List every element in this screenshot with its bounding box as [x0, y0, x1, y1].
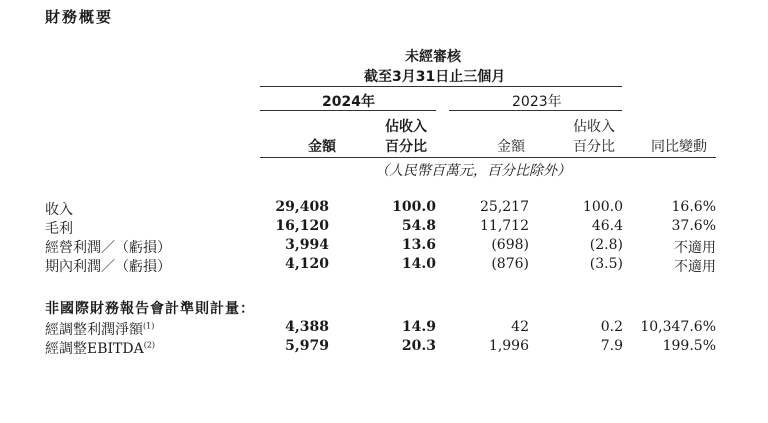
- cell-pct-2023: 7.9: [600, 338, 623, 354]
- cell-amount-2023: (698): [491, 237, 529, 253]
- header-rule-bottom: [260, 157, 716, 158]
- header-amount-2023: 金額: [497, 139, 525, 155]
- cell-yoy: 10,347.6%: [640, 319, 716, 335]
- cell-pct-2024: 14.0: [401, 256, 436, 272]
- header-amount-2024: 金額: [308, 139, 336, 155]
- cell-amount-2023: 1,996: [488, 338, 529, 354]
- header-pct-2023-line1: 佔收入: [573, 119, 615, 135]
- cell-amount-2024: 16,120: [275, 218, 329, 234]
- footnote-marker: (2): [143, 340, 156, 350]
- row-label: 期內利潤／（虧損）: [45, 259, 171, 275]
- cell-pct-2023: 46.4: [591, 218, 623, 234]
- header-pct-2024-line1: 佔收入: [385, 119, 427, 135]
- row-label-text: 經調整利潤淨額: [45, 322, 143, 338]
- header-unit-note: （人民幣百萬元，百分比除外）: [375, 163, 571, 179]
- row-label: 收入: [45, 202, 73, 218]
- header-pct-2023-line2: 百分比: [573, 139, 615, 155]
- row-label-text: 經調整EBITDA: [45, 341, 144, 357]
- cell-pct-2023: 0.2: [600, 319, 623, 335]
- row-label: 經營利潤／（虧損）: [45, 240, 171, 256]
- cell-amount-2024: 29,408: [275, 199, 329, 215]
- cell-amount-2024: 4,120: [285, 256, 329, 272]
- cell-pct-2024: 100.0: [392, 199, 436, 215]
- footnote-marker: (1): [143, 321, 155, 331]
- header-rule-2023: [449, 110, 622, 111]
- page-title: 財務概要: [45, 8, 114, 26]
- cell-amount-2024: 5,979: [285, 338, 329, 354]
- cell-amount-2023: 42: [511, 319, 529, 335]
- cell-amount-2023: (876): [491, 256, 529, 272]
- header-rule-2024: [260, 110, 436, 111]
- cell-yoy: 37.6%: [671, 218, 716, 234]
- cell-pct-2024: 14.9: [401, 319, 436, 335]
- cell-pct-2024: 54.8: [401, 218, 436, 234]
- header-rule-top: [260, 86, 622, 87]
- cell-amount-2023: 11,712: [480, 218, 529, 234]
- cell-yoy: 不適用: [674, 240, 716, 256]
- section-heading-non-ifrs: 非國際財務報告會計準則計量：: [45, 301, 255, 317]
- cell-pct-2024: 20.3: [401, 338, 436, 354]
- row-label: [45, 319, 154, 339]
- cell-pct-2023: 100.0: [582, 199, 623, 215]
- row-label: [45, 338, 155, 358]
- header-year-2024: 2024年: [322, 94, 375, 110]
- cell-pct-2023: (2.8): [589, 237, 623, 253]
- cell-pct-2023: (3.5): [589, 256, 623, 272]
- header-year-2023: 2023年: [512, 94, 562, 110]
- cell-yoy: 不適用: [674, 259, 716, 275]
- cell-amount-2024: 4,388: [285, 319, 329, 335]
- header-period: 截至3月31日止三個月: [364, 69, 506, 85]
- cell-amount-2024: 3,994: [285, 237, 329, 253]
- row-label: 毛利: [45, 221, 73, 237]
- header-yoy: 同比變動: [651, 139, 707, 155]
- header-pct-2024-line2: 百分比: [385, 139, 427, 155]
- header-unaudited: 未經審核: [405, 49, 461, 65]
- cell-pct-2024: 13.6: [401, 237, 436, 253]
- cell-yoy: 16.6%: [671, 199, 716, 215]
- cell-amount-2023: 25,217: [480, 199, 529, 215]
- cell-yoy: 199.5%: [662, 338, 716, 354]
